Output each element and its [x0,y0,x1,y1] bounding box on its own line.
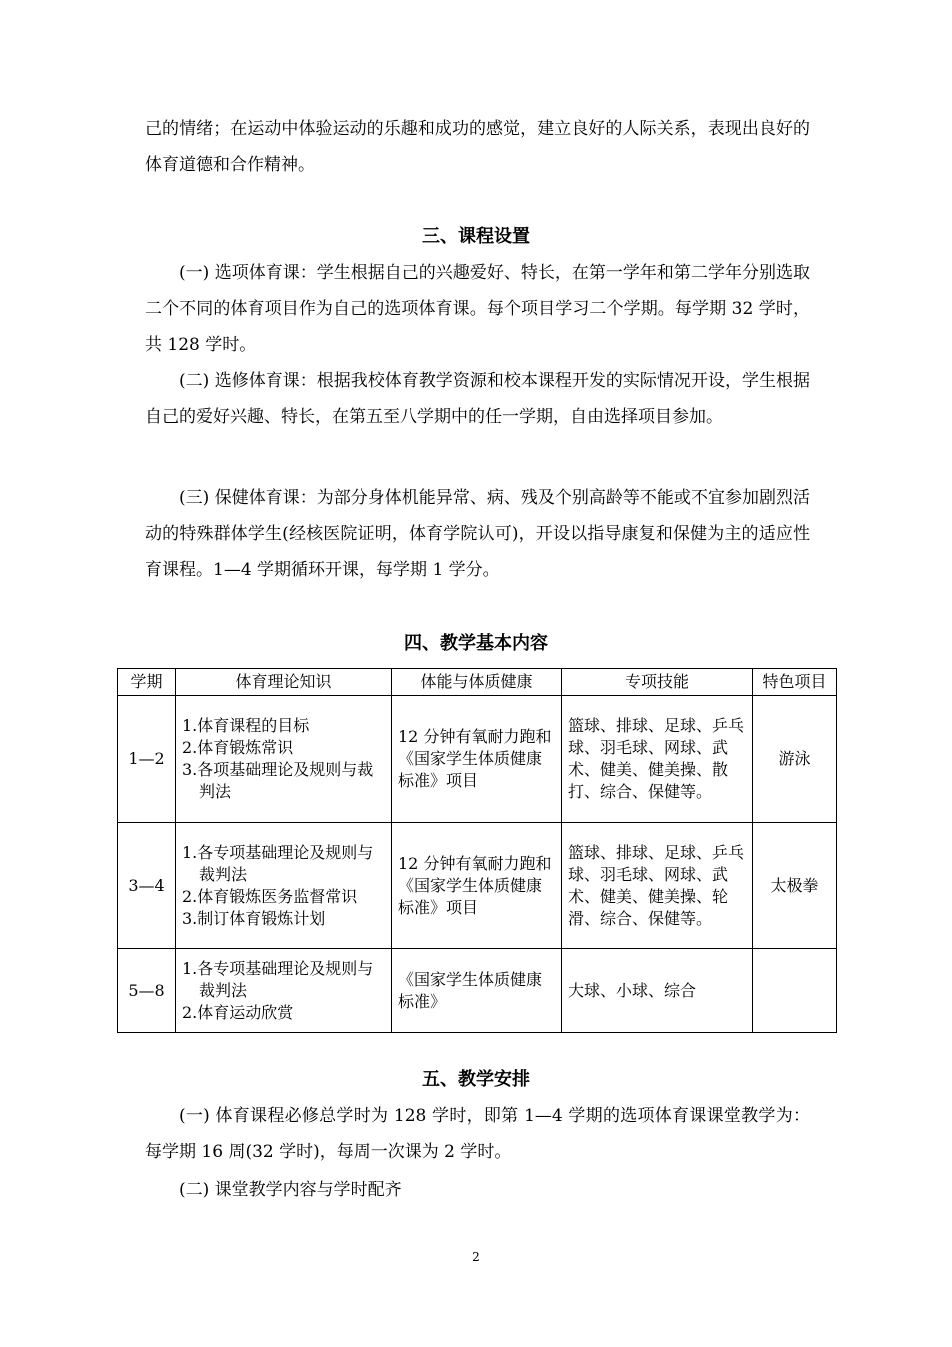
table-header-row [118,669,837,696]
theory-item: 3.各项基础理论及规则与裁判法 [182,760,374,801]
term-cell: 3—4 [118,823,176,949]
header-theory: 体育理论知识 [176,669,392,696]
theory-item: 1.各专项基础理论及规则与裁判法 [182,842,374,884]
table-row [118,823,837,949]
theory-list [182,958,385,1024]
theory-item: 2.体育锻炼医务监督常识 [182,886,358,906]
teaching-content-table [117,668,837,1033]
theory-item: 3.制订体育锻炼计划 [182,908,326,928]
table-row [118,696,837,823]
section-3-item-1: (一) 选项体育课：学生根据自己的兴趣爱好、特长，在第一学年和第二学年分别选取二个不同的体育项目作为自己的选项体育课。每个项目学习二个学期。每学期 32 学时，共 128 学时。 [145,263,810,355]
section-3-item-3: (三) 保健体育课：为部分身体机能异常、病、残及个别高龄等不能或不宜参加剧烈活动的特殊群体学生(经核医院证明，体育学院认可)，开设以指导康复和保健为主的适应性育课程。1—4 学期循环开课，每学期 1 学分。 [145,488,810,580]
header-term: 学期 [118,669,176,696]
theory-item: 2.体育运动欣赏 [182,1002,294,1022]
section-5-heading: 五、教学安排 [422,1069,530,1090]
term-cell: 1—2 [118,696,176,823]
feature-cell [753,949,837,1033]
skills-cell: 篮球、排球、足球、乒乓球、羽毛球、网球、武术、健美、健美操、轮滑、综合、保健等。 [562,823,753,949]
feature-cell: 太极拳 [753,823,837,949]
theory-item: 2.体育锻炼常识 [182,738,294,757]
section-3-item-2: (二) 选修体育课：根据我校体育教学资源和校本课程开发的实际情况开设，学生根据自己的爱好兴趣、特长，在第五至八学期中的任一学期，自由选择项目参加。 [145,371,810,427]
fitness-cell: 《国家学生体质健康标准》 [392,949,562,1033]
theory-cell [176,949,392,1033]
skills-cell: 大球、小球、综合 [562,949,753,1033]
theory-cell [176,696,392,823]
theory-item: 1.各专项基础理论及规则与裁判法 [182,958,374,1000]
feature-cell: 游泳 [753,696,837,823]
fitness-cell: 12 分钟有氧耐力跑和《国家学生体质健康标准》项目 [392,823,562,949]
theory-item: 1.体育课程的目标 [182,716,310,735]
section-3-heading: 三、课程设置 [422,226,530,247]
theory-list [182,842,385,930]
theory-cell [176,823,392,949]
section-4-heading: 四、教学基本内容 [404,633,548,654]
table-row [118,949,837,1033]
fitness-cell: 12 分钟有氧耐力跑和《国家学生体质健康标准》项目 [392,696,562,823]
header-fitness: 体能与体质健康 [392,669,562,696]
header-feature: 特色项目 [753,669,837,696]
section-5-item-2: (二) 课堂教学内容与学时配齐 [179,1180,402,1200]
intro-paragraph: 己的情绪；在运动中体验运动的乐趣和成功的感觉，建立良好的人际关系，表现出良好的体育道德和合作精神。 [145,119,810,175]
header-skills: 专项技能 [562,669,753,696]
skills-cell: 篮球、排球、足球、乒乓球、羽毛球、网球、武术、健美、健美操、散打、综合、保健等。 [562,696,753,823]
page-number: 2 [472,1250,480,1264]
term-cell: 5—8 [118,949,176,1033]
section-5-item-1: (一) 体育课程必修总学时为 128 学时，即第 1—4 学期的选项体育课课堂教学为：每学期 16 周(32 学时)，每周一次课为 2 学时。 [145,1106,810,1162]
theory-list [182,715,385,803]
